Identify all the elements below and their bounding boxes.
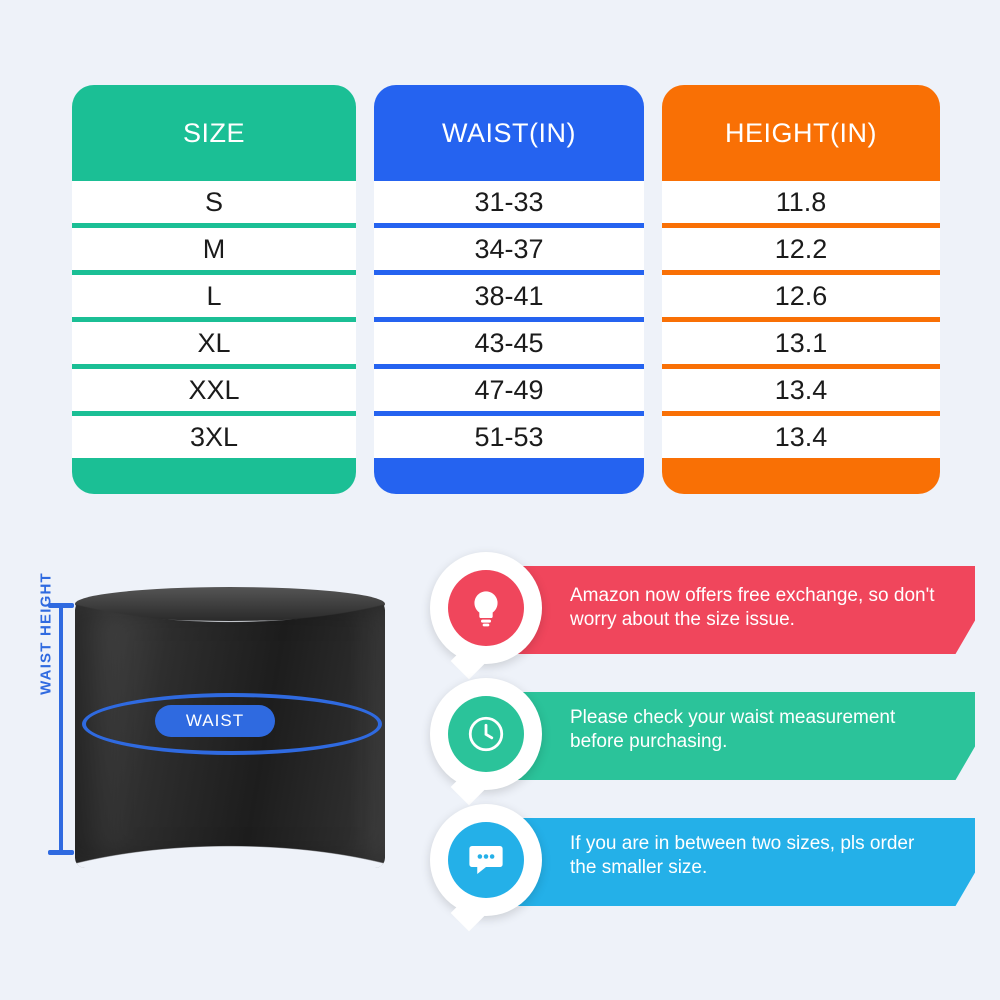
note-badge (430, 804, 542, 916)
table-cell: 43-45 (374, 322, 644, 364)
note-text: If you are in between two sizes, pls order the smaller size. (570, 833, 915, 878)
table-cell: 31-33 (374, 181, 644, 223)
column-header-height: HEIGHT(IN) (725, 117, 877, 148)
column-header-waist: WAIST(IN) (442, 117, 576, 148)
table-cell: XXL (72, 369, 356, 411)
note-text: Please check your waist measurement before purchasing. (570, 707, 896, 752)
product-illustration (20, 565, 430, 965)
table-cell: 47-49 (374, 369, 644, 411)
table-cell: 13.4 (662, 369, 940, 411)
note-item (430, 678, 975, 796)
height-measure-line (59, 603, 63, 855)
waist-pill-label: WAIST (155, 705, 275, 737)
table-cell: 3XL (72, 416, 356, 458)
waist-column (374, 85, 644, 494)
table-cell: 13.4 (662, 416, 940, 458)
table-cell: 12.2 (662, 228, 940, 270)
table-cell: 38-41 (374, 275, 644, 317)
table-cell: 13.1 (662, 322, 940, 364)
column-header-size: SIZE (182, 117, 245, 148)
size-column (72, 85, 356, 494)
table-cell: S (72, 181, 356, 223)
table-cell: 34-37 (374, 228, 644, 270)
notes-list (430, 552, 975, 930)
clock-icon (448, 696, 524, 772)
table-cell: M (72, 228, 356, 270)
note-badge (430, 678, 542, 790)
table-cell: 12.6 (662, 275, 940, 317)
size-chart-table (72, 85, 928, 494)
lightbulb-icon (448, 570, 524, 646)
height-column (662, 85, 940, 494)
height-measure-cap-bottom (48, 850, 74, 855)
table-cell: L (72, 275, 356, 317)
table-cell: 51-53 (374, 416, 644, 458)
table-cell: XL (72, 322, 356, 364)
note-badge (430, 552, 542, 664)
table-cell: 11.8 (662, 181, 940, 223)
chat-bubble-icon (448, 822, 524, 898)
note-text: Amazon now offers free exchange, so don't worry about the size issue. (570, 585, 935, 630)
note-item (430, 552, 975, 670)
waist-height-label: WAIST HEIGHT (37, 572, 55, 695)
note-item (430, 804, 975, 922)
